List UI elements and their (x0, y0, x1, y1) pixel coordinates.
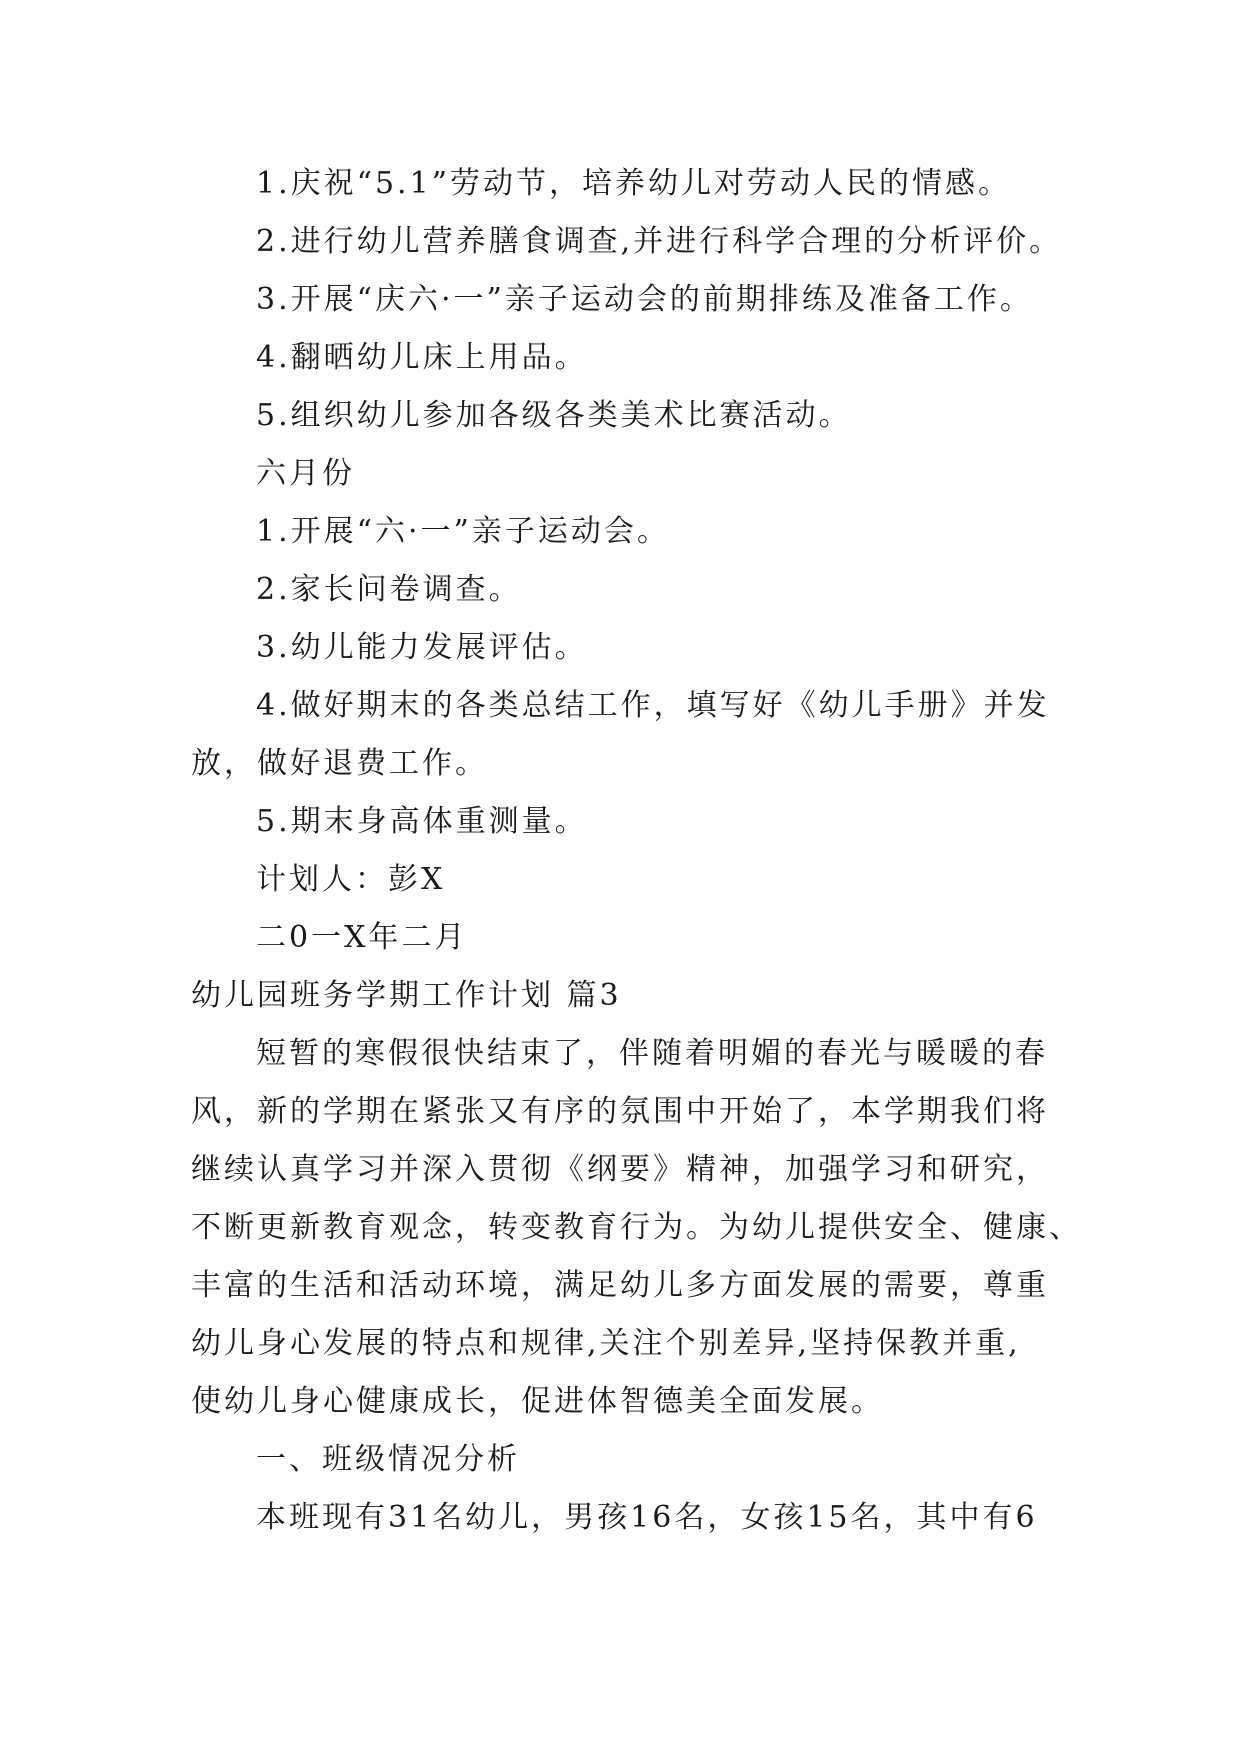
date-line: 二0一X年二月 (256, 920, 468, 955)
text-line: 4.翻晒幼儿床上用品。 (256, 340, 588, 375)
section-heading: 六月份 (256, 456, 355, 491)
text-line: 1.开展“六·一”亲子运动会。 (256, 514, 670, 549)
paragraph-line: 继续认真学习并深入贯彻《纲要》精神，加强学习和研究， (191, 1152, 1049, 1187)
paragraph-line: 本班现有31名幼儿，男孩16名，女孩15名，其中有6 (256, 1500, 1038, 1535)
text-line: 5.期末身高体重测量。 (256, 804, 588, 839)
article-title: 幼儿园班务学期工作计划 篇3 (191, 978, 622, 1013)
paragraph-line: 幼儿身心发展的特点和规律,关注个别差异,坚持保教并重, (191, 1326, 1021, 1361)
text-line: 4.做好期末的各类总结工作，填写好《幼儿手册》并发 (256, 688, 1050, 723)
text-line: 1.庆祝“5.1”劳动节，培养幼儿对劳动人民的情感。 (256, 166, 1012, 201)
section-heading: 一、班级情况分析 (256, 1442, 520, 1477)
paragraph-line: 风，新的学期在紧张又有序的氛围中开始了，本学期我们将 (191, 1094, 1049, 1129)
text-line: 2.家长问卷调查。 (256, 572, 522, 607)
text-line: 2.进行幼儿营养膳食调查,并进行科学合理的分析评价。 (256, 224, 1063, 259)
paragraph-line: 丰富的生活和活动环境，满足幼儿多方面发展的需要，尊重 (191, 1268, 1049, 1303)
paragraph-line: 不断更新教育观念，转变教育行为。为幼儿提供安全、健康、 (191, 1210, 1082, 1245)
text-line: 5.组织幼儿参加各级各类美术比赛活动。 (256, 398, 852, 433)
paragraph-line: 使幼儿身心健康成长，促进体智德美全面发展。 (191, 1384, 884, 1419)
text-line: 3.幼儿能力发展评估。 (256, 630, 588, 665)
text-line: 3.开展“庆六·一”亲子运动会的前期排练及准备工作。 (256, 282, 1033, 317)
paragraph-line: 短暂的寒假很快结束了，伴随着明媚的春光与暖暖的春 (256, 1036, 1048, 1071)
planner-signature: 计划人：彭X (256, 862, 446, 897)
text-line: 放，做好退费工作。 (191, 746, 488, 781)
